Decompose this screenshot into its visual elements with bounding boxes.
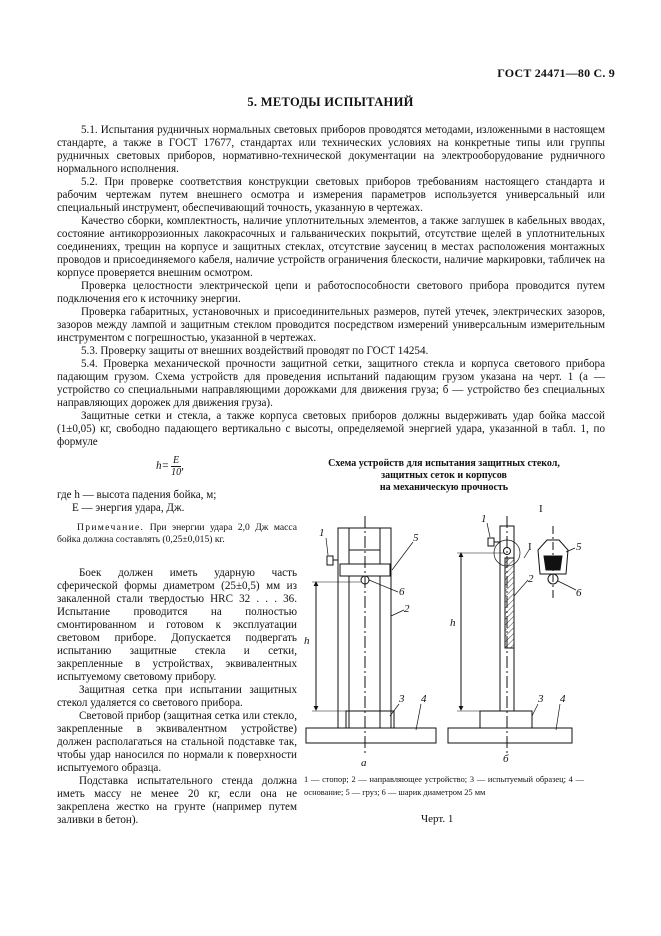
detail-view	[538, 526, 576, 598]
leader-2a	[391, 610, 404, 616]
paragraph: Проверка габаритных, установочных и присоединительных размеров, путей утечек, электрических зазоров, зазоров между лампой и защитным стеклом проводится посредством измерений универсальным измерительным инструментом с погрешностью, указанной в чертежах.	[57, 306, 605, 344]
stopper-b	[488, 538, 494, 546]
label-h-a: h	[304, 635, 310, 647]
label-5-a: 5	[413, 532, 419, 544]
note	[57, 522, 297, 546]
figure-legend: 1 — стопор; 2 — направляющее устройство; 3 — испытуемый образец; 4 — основание; 5 — груз; 6 — шарик диаметром 25 мм	[304, 775, 584, 797]
formula-numerator: E	[173, 455, 180, 466]
formula-legend	[57, 489, 297, 515]
test-device-diagram	[298, 498, 588, 770]
label-2-b: 2	[528, 573, 534, 585]
formula-lhs: h=	[156, 460, 170, 473]
figure-title-line: Схема устройств для испытания защитных стекол,	[328, 458, 560, 469]
device-b	[448, 516, 572, 756]
section-title: 5. МЕТОДЫ ИСПЫТАНИЙ	[247, 95, 414, 109]
label-4-b: 4	[560, 693, 566, 705]
sample-b	[480, 711, 532, 728]
detail-weight-inner	[544, 556, 562, 570]
label-6-b: 6	[576, 587, 582, 599]
leader-6a	[369, 580, 398, 592]
paragraph: 5.4. Проверка механической прочности защитной сетки, защитного стекла и корпуса светового прибора падающим грузом. Схема устройств для проведения испытаний падающим грузом указана на черт. 1 (а — устройство со специальными направляющими дорожками для движения груза; б — устройство без специальных направляющих дорожек для движения груза).	[57, 358, 605, 409]
label-h-b: h	[450, 617, 456, 629]
label-4-a: 4	[421, 693, 427, 705]
device-a	[306, 516, 436, 756]
page-header: ГОСТ 24471—80 С. 9	[497, 66, 615, 80]
label-detail-small: I	[528, 541, 532, 553]
paragraph: Подставка испытательного стенда должна иметь массу не менее 20 кг, если она не закреплена жестко на грунте (например путем заливки в бетон).	[57, 775, 297, 826]
label-2-a: 2	[404, 603, 410, 615]
guide-left-a	[338, 528, 349, 728]
figure-title	[305, 458, 583, 494]
label-3-a: 3	[399, 693, 405, 705]
paragraph: Защитные сетки и стекла, а также корпуса световых приборов должны выдерживать удар бойка массой (1±0,05) кг, свободно падающего вертикально с высоты, определяемой энергией удара, указанной в табл. 1, по формуле	[57, 410, 605, 448]
paragraph: 5.2. При проверке соответствия конструкции световых приборов требованиям настоящего стандарта и рабочим чертежам путем внешнего осмотра и измерения параметров используется универсальный или специальный инструмент, обеспечивающий точность, указанную в чертежах.	[57, 176, 605, 214]
intro-text	[57, 124, 605, 449]
paragraph: 5.3. Проверку защиты от внешних воздействий проводят по ГОСТ 14254.	[81, 345, 429, 357]
leader-4b	[556, 704, 560, 730]
label-3-b: 3	[538, 693, 544, 705]
paragraph: Качество сборки, комплектность, наличие уплотнительных элементов, а также заглушек в кабельных вводах, состояние антикоррозионных лакокрасочных и гальванических покрытий, отсутствие щелей в уплотнительных соединениях, трещин на корпусе и защитных стеклах, отсутствие заусениц в местах расположения монтажных проводов и присоединяемого кабеля, наличие устройств ограничения блескости, наличие маркировки, табличек на корпусе проверяется внешним осмотром.	[57, 215, 605, 279]
where-line: где h — высота падения бойка, м;	[57, 489, 217, 501]
formula-fraction	[171, 455, 181, 478]
leader-3b	[532, 704, 538, 716]
leader-4a	[416, 704, 421, 730]
stopper-a	[327, 556, 333, 565]
sample-a	[346, 711, 394, 728]
figure-title-line: защитных сеток и корпусов	[381, 470, 507, 481]
label-6-a: 6	[399, 586, 405, 598]
leader-2b	[514, 580, 528, 596]
figure-title-line: на механическую прочность	[379, 482, 509, 493]
formula-tail: ,	[181, 460, 184, 473]
leader-6b	[558, 581, 576, 590]
formula-denominator: 10	[171, 467, 182, 478]
label-5-b: 5	[576, 541, 582, 553]
paragraph: Защитная сетка при испытании защитных стекол удаляется со светового прибора.	[57, 684, 297, 709]
label-1-b: 1	[481, 513, 487, 525]
where-line: E — энергия удара, Дж.	[72, 502, 185, 514]
note-label: Примечание.	[77, 522, 145, 533]
label-b: б	[503, 753, 509, 765]
figure-caption: Черт. 1	[421, 813, 454, 825]
leader-1a	[326, 538, 328, 555]
note-text: При энергии удара 2,0 Дж масса бойка должна составлять (0,25±0,015) кг.	[57, 522, 297, 545]
leader-5a	[392, 542, 413, 570]
guide-right-a	[380, 528, 391, 728]
label-detail: I	[539, 503, 543, 515]
base-b	[448, 728, 572, 743]
formula	[156, 455, 184, 478]
hatched-guide-b	[505, 558, 514, 648]
left-column-text	[57, 567, 297, 827]
paragraph: 5.1. Испытания рудничных нормальных световых приборов проводятся методами, изложенными в настоящем стандарте, а также в ГОСТ 17677, стандартах или технических условиях на конкретные типы или группы рудничных световых приборов, нормативно-технической документации на электрооборудование рудничного нормального исполнения.	[57, 124, 605, 175]
label-a: а	[361, 757, 367, 769]
label-1-a: 1	[319, 527, 325, 539]
paragraph: Световой прибор (защитная сетка или стекло, закрепленные в эквивалентном устройстве) должен располагаться на стальной подставке так, чтобы удар наносился по нормали к поверхности испытуемого образца.	[57, 710, 297, 774]
paragraph: Проверка целостности электрической цепи и работоспособности светового прибора проводится путем подключения его к источнику энергии.	[57, 280, 605, 305]
paragraph: Боек должен иметь ударную часть сферической формы диаметром (25±0,5) мм из закаленной стали твердостью HRC 32 . . . 36. Испытание проводится на полностью смонтированном и готовом к эксплуатации световом приборе. Допускается подвергать испытанию защитные стекла и сетки, закрепленные в устройствах, эквивалентных испытуемому световому прибору.	[57, 567, 297, 683]
leader-1b	[487, 523, 490, 537]
base-a	[306, 728, 436, 743]
